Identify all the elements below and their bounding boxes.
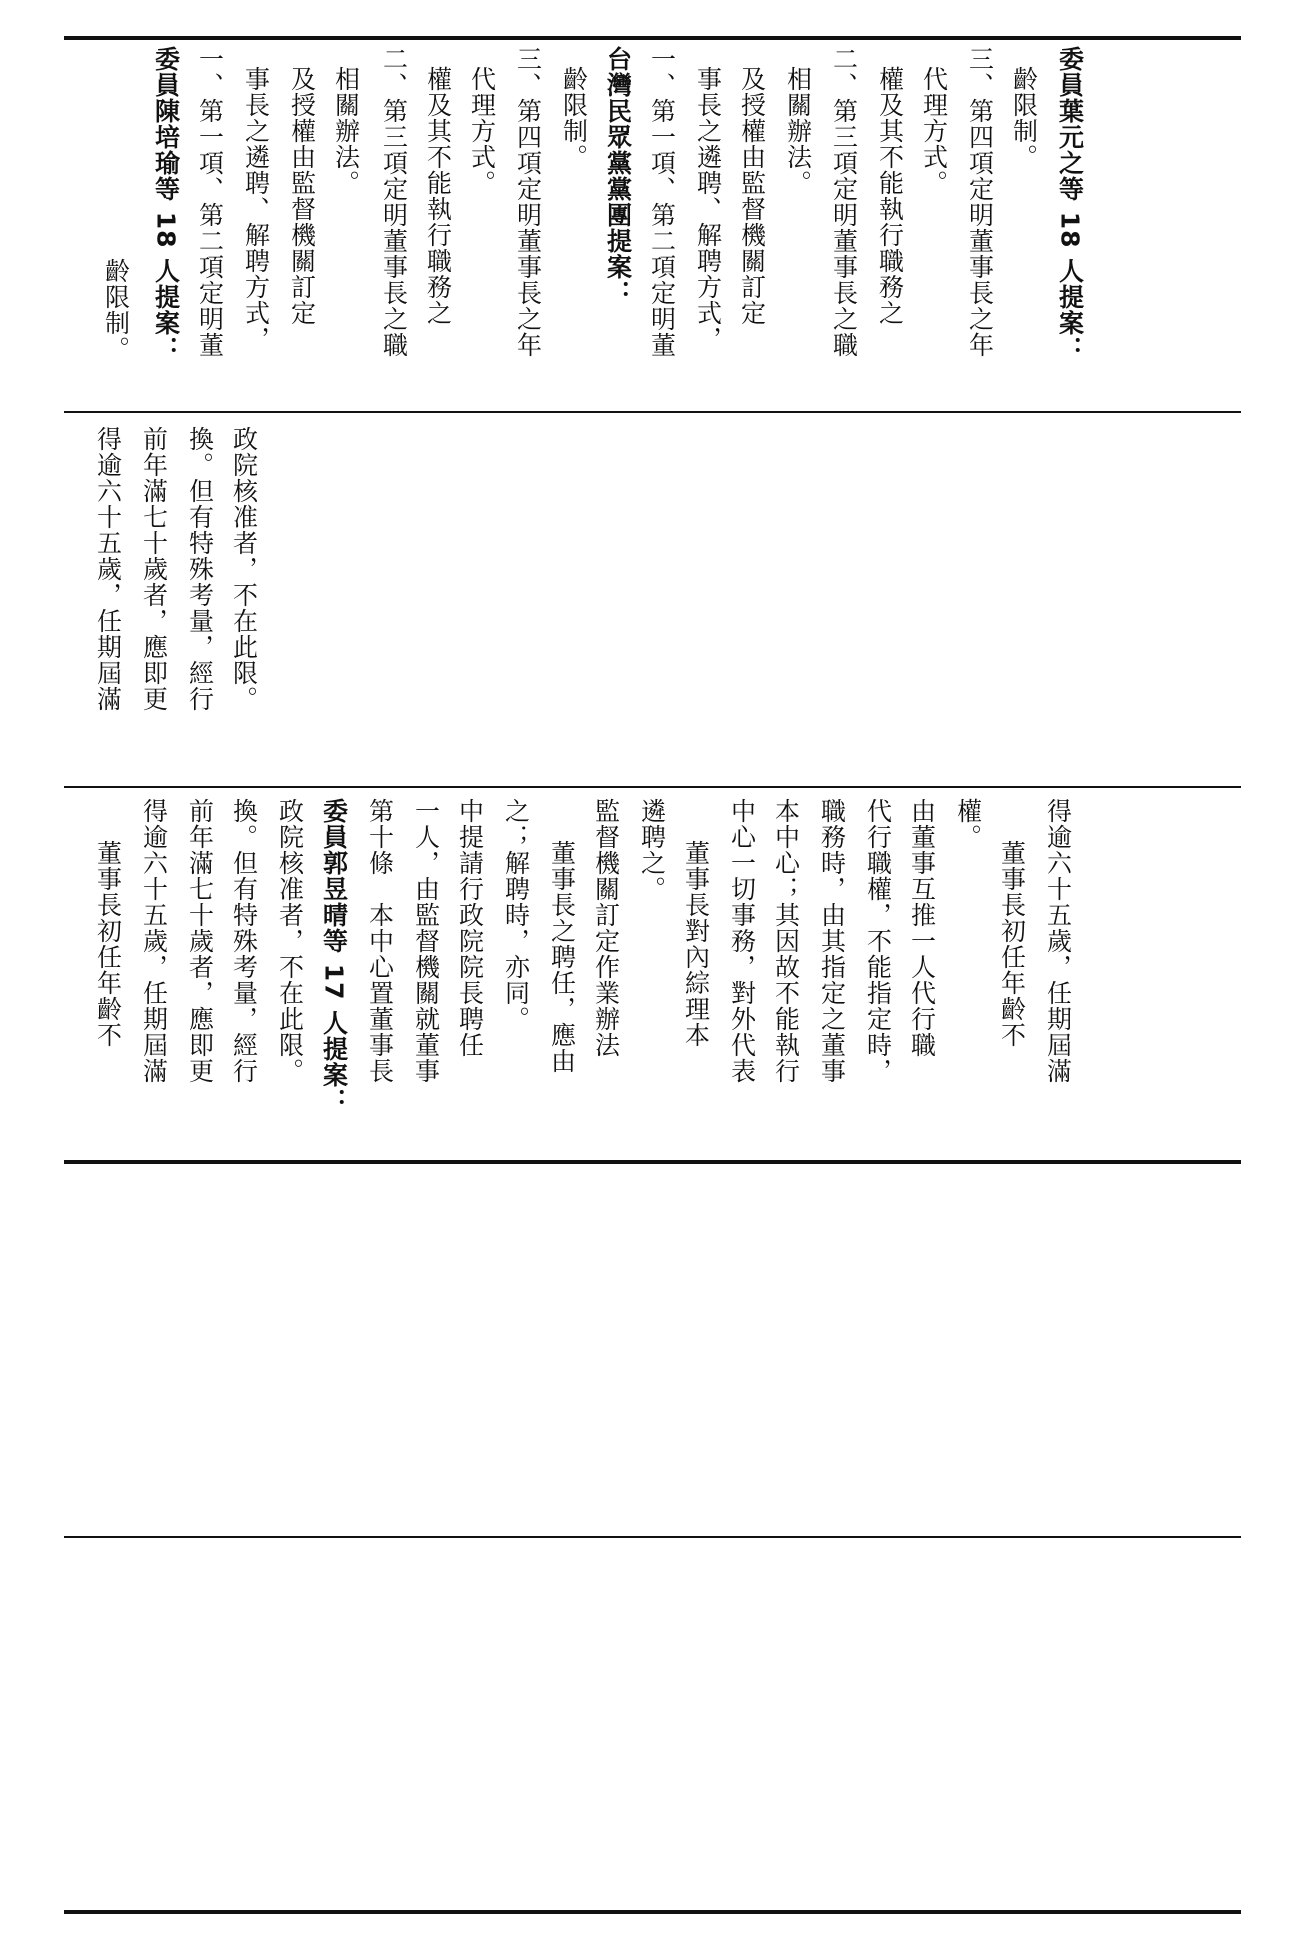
text-line: 董事長之聘任，應由 [547, 840, 577, 1074]
text-line: 委員陳培瑜等 18 人提案： [151, 46, 181, 363]
text-column [134, 422, 174, 784]
text-line: 事長之遴聘、解聘方式， [693, 66, 723, 352]
text-column [360, 798, 400, 1158]
text-line: 二、第三項定明董事長之職 [379, 46, 409, 358]
text-line: 遴聘之。 [637, 798, 667, 902]
text-column [418, 46, 458, 410]
text-column [462, 46, 502, 410]
text-column [948, 798, 988, 1158]
top-rule [64, 36, 1241, 40]
text-column [688, 46, 728, 410]
section-top [64, 46, 1241, 410]
text-column [236, 46, 276, 410]
text-column [632, 798, 672, 1158]
text-line: 中提請行政院院長聘任 [455, 798, 485, 1058]
text-line: 及授權由監督機關訂定 [737, 66, 767, 326]
text-line: 監督機關訂定作業辦法 [591, 798, 621, 1058]
text-column [1004, 46, 1044, 410]
text-line: 委員郭昱晴等 17 人提案： [319, 798, 349, 1115]
section-lower [64, 798, 1241, 1158]
section-empty-1 [64, 1164, 1241, 1534]
text-column [508, 46, 548, 410]
text-column [586, 798, 626, 1158]
text-line: 政院核准者，不在此限。 [275, 798, 305, 1084]
text-line: 台灣民眾黨黨團提案： [603, 46, 633, 306]
text-column [282, 46, 322, 410]
text-column [88, 798, 128, 1158]
text-line: 權。 [953, 798, 983, 850]
text-line: 相關辦法。 [331, 66, 361, 196]
text-line: 得逾六十五歲，任期屆滿 [139, 798, 169, 1084]
text-line: 由董事互推一人代行職 [907, 798, 937, 1058]
text-column [134, 798, 174, 1158]
text-column [180, 798, 220, 1158]
text-line: 三、第四項定明董事長之年 [513, 46, 543, 358]
text-column [190, 46, 230, 410]
text-column [766, 798, 806, 1158]
text-column [270, 798, 310, 1158]
text-line: 政院核准者，不在此限。 [229, 426, 259, 712]
text-line: 齡限制。 [1009, 66, 1039, 170]
text-line: 齡限制。 [101, 258, 131, 362]
text-line: 董事長初任年齡不 [93, 840, 123, 1048]
rule-2 [64, 786, 1241, 788]
text-column [224, 422, 264, 784]
text-column [374, 46, 414, 410]
text-line: 前年滿七十歲者，應即更 [185, 798, 215, 1084]
text-column [642, 46, 682, 410]
bottom-rule [64, 1910, 1241, 1914]
text-column [812, 798, 852, 1158]
text-column [914, 46, 954, 410]
text-line: 二、第三項定明董事長之職 [829, 46, 859, 358]
text-line: 之；解聘時，亦同。 [501, 798, 531, 1032]
text-column [870, 46, 910, 410]
text-column [722, 798, 762, 1158]
text-line: 權及其不能執行職務之 [875, 66, 905, 326]
text-line: 本中心；其因故不能執行 [771, 798, 801, 1084]
text-line: 事長之遴聘、解聘方式， [241, 66, 271, 352]
text-column [224, 798, 264, 1158]
section-middle [64, 422, 1241, 784]
proposal-heading [598, 46, 638, 410]
proposal-heading [146, 46, 186, 410]
text-line: 權及其不能執行職務之 [423, 66, 453, 326]
text-line: 換。但有特殊考量，經行 [185, 426, 215, 712]
text-column [542, 798, 582, 1158]
text-column [732, 46, 772, 410]
text-line: 董事長初任年齡不 [997, 840, 1027, 1048]
text-line: 相關辦法。 [783, 66, 813, 196]
text-column [676, 798, 716, 1158]
text-column [1038, 798, 1078, 1158]
rule-1 [64, 411, 1241, 413]
text-line: 前年滿七十歲者，應即更 [139, 426, 169, 712]
text-line: 齡限制。 [559, 66, 589, 170]
text-column [902, 798, 942, 1158]
text-line: 得逾六十五歲，任期屆滿 [1043, 798, 1073, 1084]
text-column [496, 798, 536, 1158]
text-line: 董事長對內綜理本 [681, 840, 711, 1048]
text-column [96, 46, 136, 410]
text-line: 代理方式。 [919, 66, 949, 196]
text-column [992, 798, 1032, 1158]
text-column [326, 46, 366, 410]
text-column [824, 46, 864, 410]
text-line: 第十條 本中心置董事長 [365, 798, 395, 1084]
text-line: 得逾六十五歲，任期屆滿 [93, 426, 123, 712]
text-column [778, 46, 818, 410]
text-column [406, 798, 446, 1158]
text-line: 一人，由監督機關就董事 [411, 798, 441, 1084]
text-column [88, 422, 128, 784]
text-column [180, 422, 220, 784]
text-line: 換。但有特殊考量，經行 [229, 798, 259, 1084]
text-line: 三、第四項定明董事長之年 [965, 46, 995, 358]
rule-4 [64, 1536, 1241, 1538]
text-line: 一、第一項、第二項定明董 [647, 46, 677, 358]
text-column [554, 46, 594, 410]
text-line: 委員葉元之等 18 人提案： [1055, 46, 1085, 363]
text-line: 及授權由監督機關訂定 [287, 66, 317, 326]
text-line: 一、第一項、第二項定明董 [195, 46, 225, 358]
text-line: 代理方式。 [467, 66, 497, 196]
text-column [450, 798, 490, 1158]
text-line: 代行職權，不能指定時， [863, 798, 893, 1084]
text-line: 中心一切事務，對外代表 [727, 798, 757, 1084]
proposal-heading [1050, 46, 1090, 410]
text-column [858, 798, 898, 1158]
text-line: 職務時，由其指定之董事 [817, 798, 847, 1084]
section-empty-2 [64, 1540, 1241, 1908]
proposal-heading [314, 798, 354, 1158]
text-column [960, 46, 1000, 410]
